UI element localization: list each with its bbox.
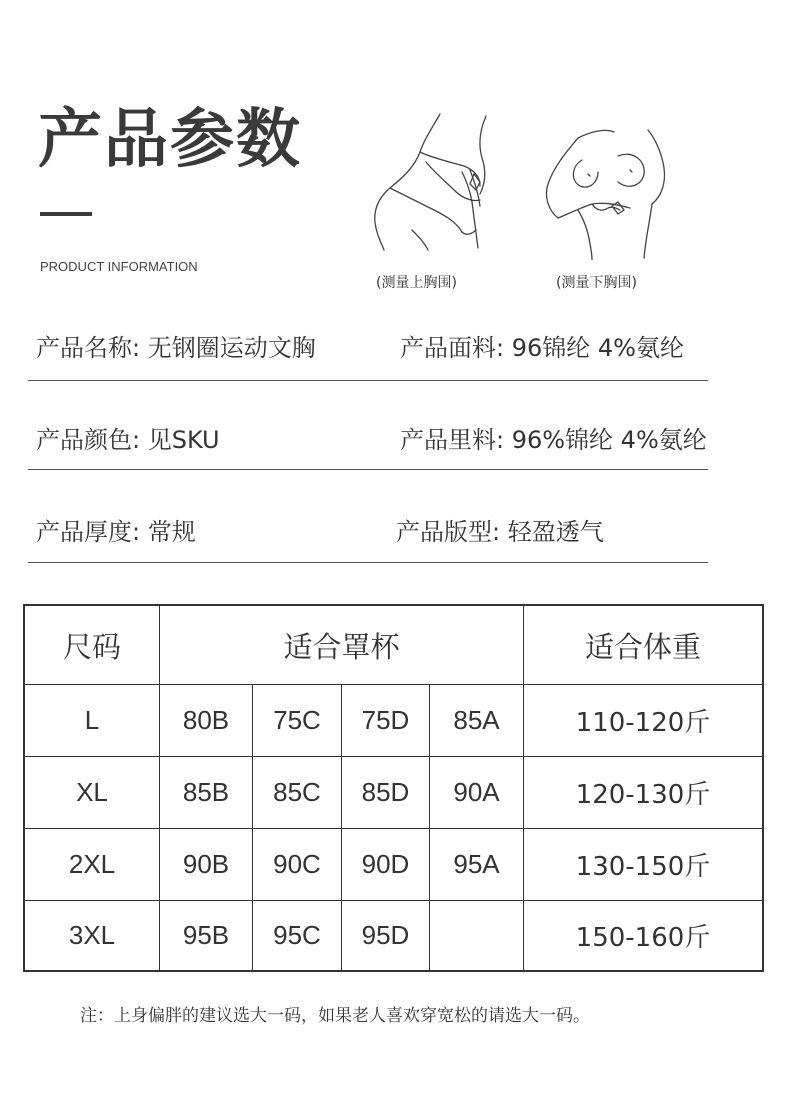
page-subtitle: PRODUCT INFORMATION: [40, 259, 198, 274]
table-cell-weight: 130-150斤: [575, 852, 711, 882]
table-cell-cup: 90A: [453, 777, 500, 807]
table-cell-cup: 95B: [182, 920, 230, 950]
size-note: 注：上身偏胖的建议选大一码，如果老人喜欢穿宽松的请选大一码。: [80, 1006, 590, 1026]
table-cell-weight: 120-130斤: [575, 780, 711, 810]
spec-thickness: 产品厚度: 常规: [36, 518, 196, 546]
table-cell-cup: [430, 901, 523, 970]
table-header-size: 尺码: [62, 629, 121, 664]
spec-fit: 产品版型: 轻盈透气: [396, 518, 604, 546]
spec-divider: [28, 562, 708, 563]
table-header-weight: 适合体重: [584, 629, 701, 664]
spec-fabric: 产品面料: 96锦纶 4%氨纶: [400, 334, 684, 362]
page-title: 产品参数: [38, 103, 302, 177]
table-cell-cup: 85A: [453, 705, 500, 735]
title-underline: [40, 212, 92, 216]
table-cell-cup: 90C: [273, 849, 321, 879]
spec-divider: [28, 380, 708, 381]
size-table: [23, 604, 764, 972]
table-header-cup: 适合罩杯: [283, 629, 400, 664]
table-cell-cup: 75D: [361, 705, 410, 735]
table-cell-cup: 85B: [182, 777, 230, 807]
table-cell-cup: 75C: [273, 705, 321, 735]
table-cell-size: XL: [76, 777, 108, 807]
upper-bust-caption: (测量上胸围): [376, 275, 457, 291]
table-cell-cup: 90B: [182, 849, 230, 879]
table-cell-size: L: [84, 705, 100, 735]
table-cell-cup: 95C: [273, 920, 321, 950]
lower-bust-measure-illustration: [540, 110, 680, 260]
upper-bust-measure-illustration: [362, 110, 502, 260]
spec-lining: 产品里料: 96%锦纶 4%氨纶: [400, 426, 707, 454]
table-cell-weight: 150-160斤: [575, 923, 711, 953]
table-cell-cup: 95D: [361, 920, 410, 950]
spec-product-name: 产品名称: 无钢圈运动文胸: [36, 334, 316, 362]
spec-color: 产品颜色: 见SKU: [36, 426, 220, 454]
table-cell-cup: 85D: [361, 777, 410, 807]
table-cell-cup: 80B: [182, 705, 230, 735]
lower-bust-caption: (测量下胸围): [556, 275, 637, 291]
spec-divider: [28, 469, 708, 470]
table-cell-weight: 110-120斤: [575, 708, 711, 738]
table-cell-size: 2XL: [68, 849, 116, 879]
table-cell-cup: 90D: [361, 849, 410, 879]
table-cell-size: 3XL: [68, 920, 116, 950]
table-cell-cup: 95A: [453, 849, 500, 879]
table-cell-cup: 85C: [273, 777, 321, 807]
